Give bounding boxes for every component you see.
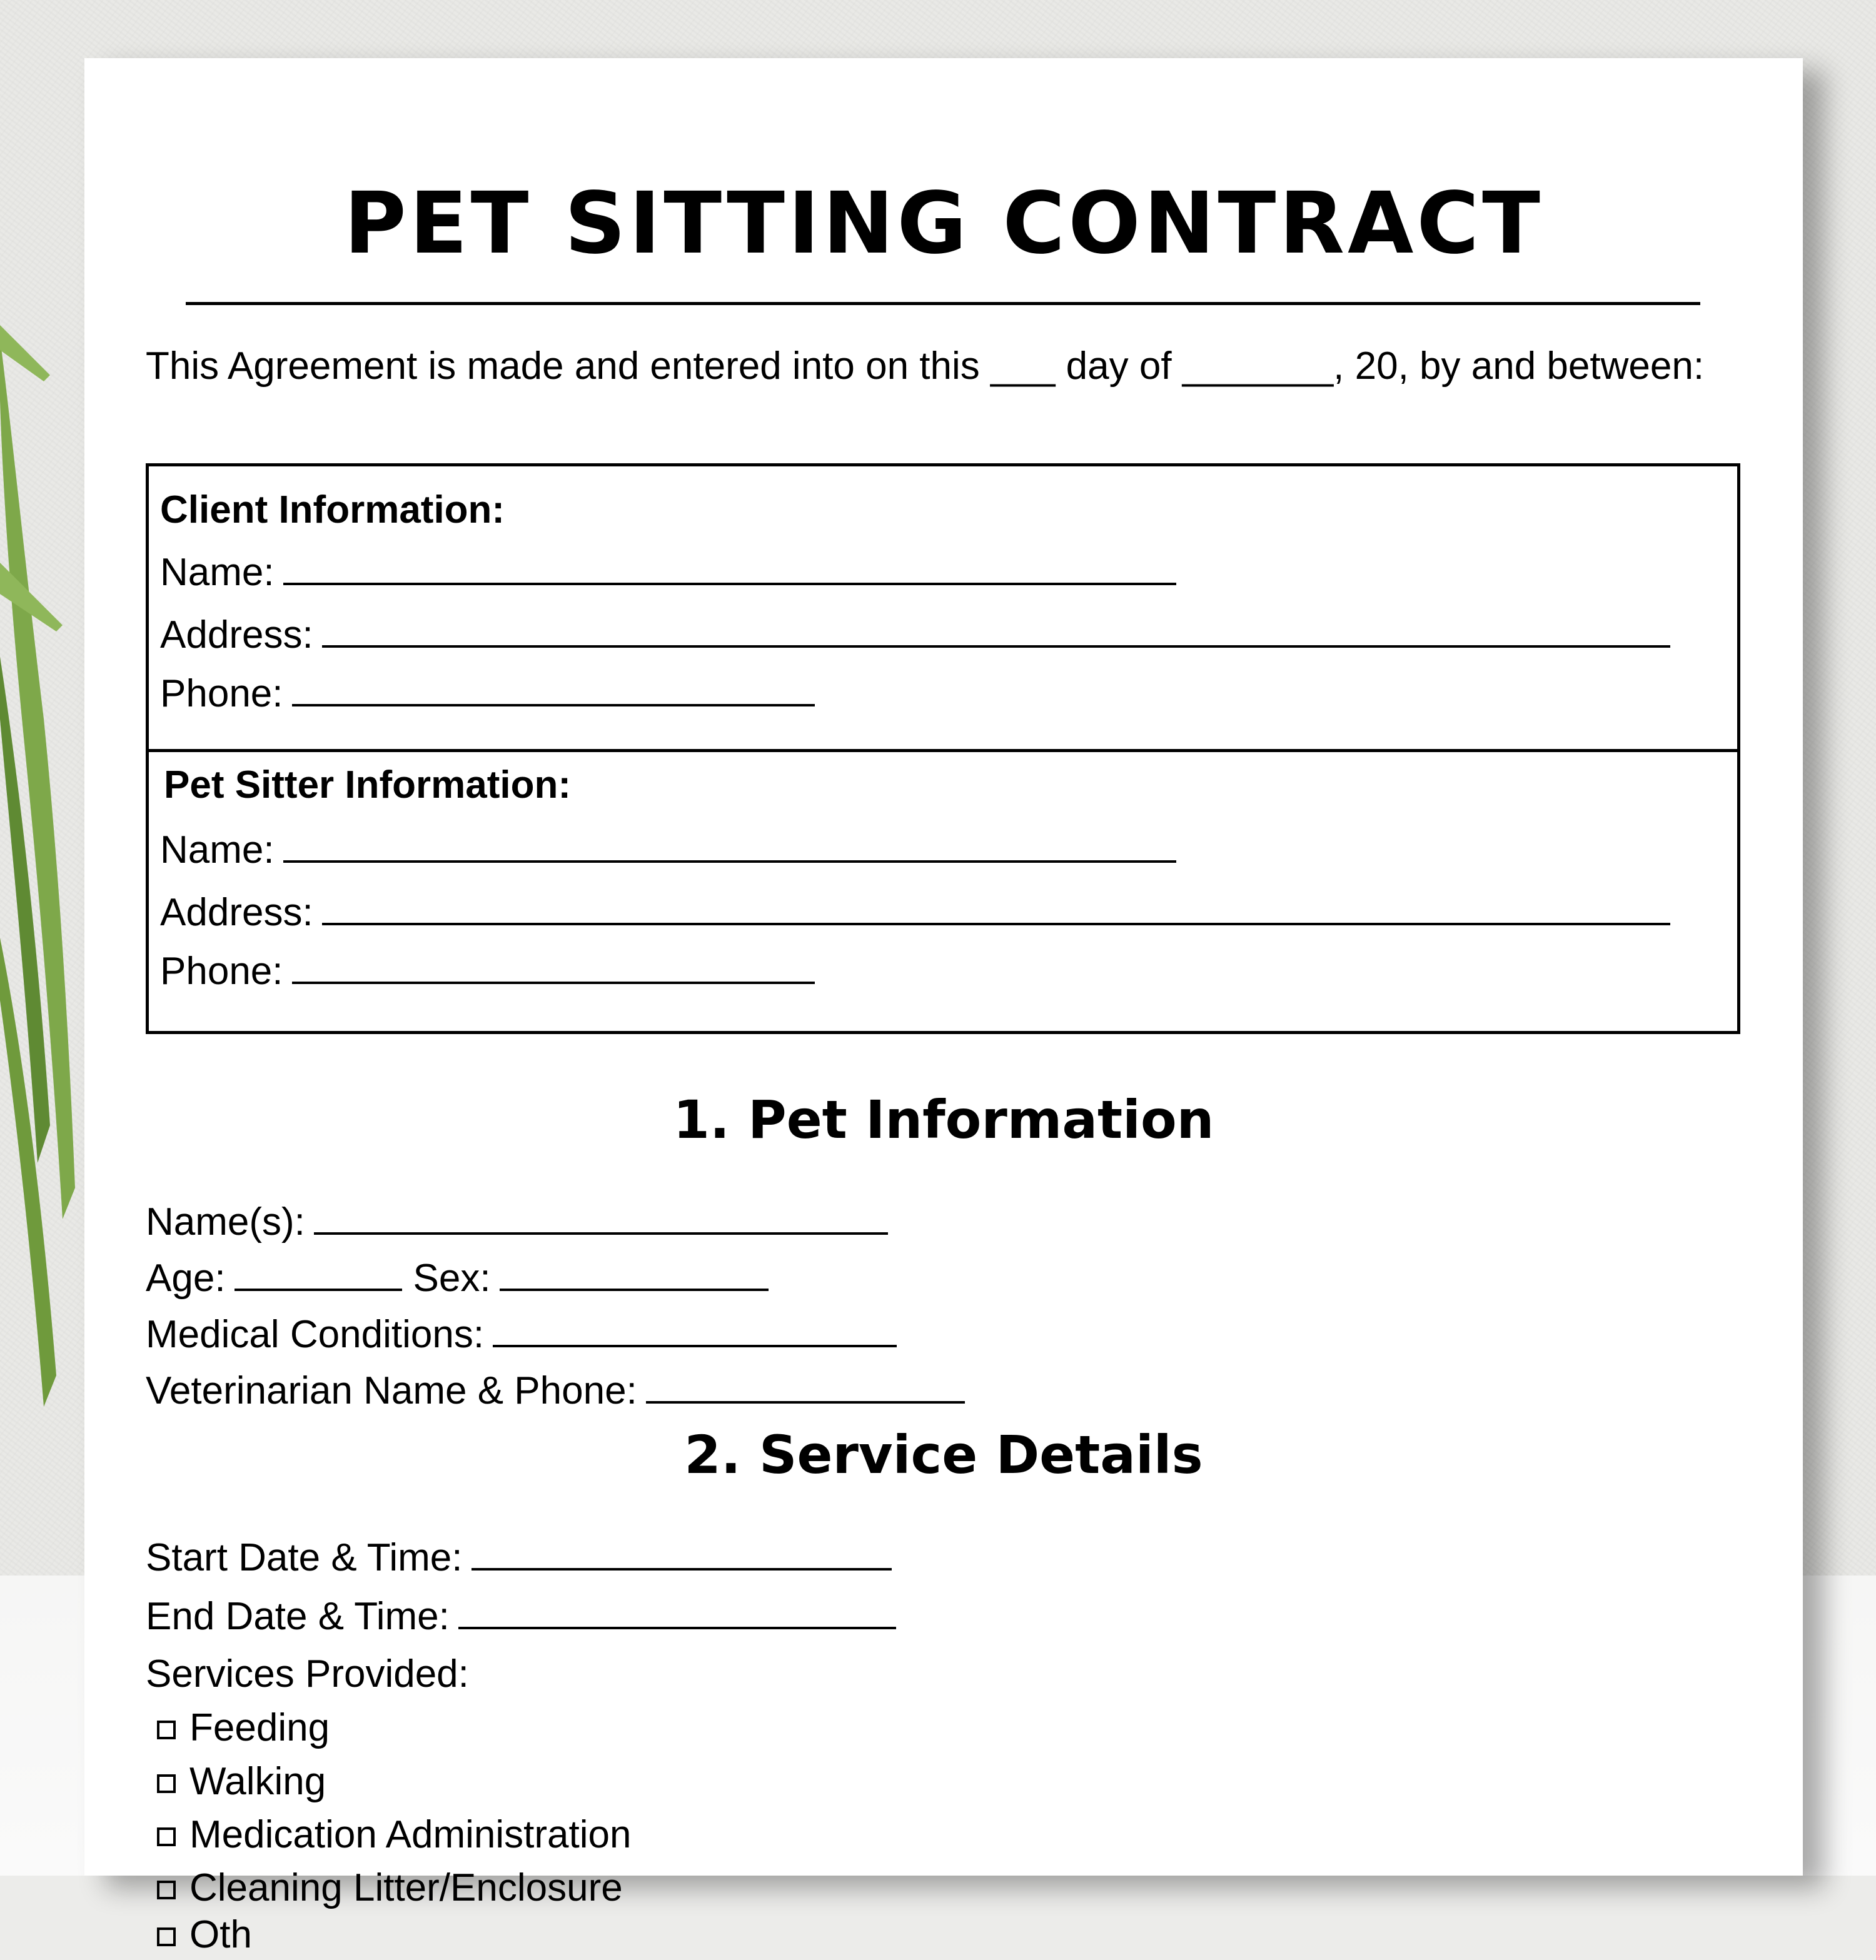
end-date-label: End Date & Time: bbox=[146, 1595, 450, 1638]
sitter-name-field[interactable] bbox=[283, 824, 1176, 863]
sitter-phone-field[interactable] bbox=[292, 945, 815, 984]
client-address-row bbox=[160, 609, 1670, 660]
start-date-label: Start Date & Time: bbox=[146, 1536, 463, 1579]
vet-field[interactable] bbox=[646, 1365, 965, 1404]
pet-names-field[interactable] bbox=[314, 1196, 888, 1235]
sitter-address-row bbox=[160, 887, 1670, 938]
walking-checkbox[interactable] bbox=[157, 1774, 176, 1793]
client-name-label: Name: bbox=[160, 551, 275, 594]
service-option-other bbox=[157, 1910, 252, 1960]
pet-sex-field[interactable] bbox=[500, 1252, 769, 1291]
pet-age-sex-row bbox=[146, 1252, 769, 1304]
client-name-row bbox=[160, 546, 1176, 598]
services-provided-label: Services Provided: bbox=[146, 1652, 469, 1696]
medical-conditions-label: Medical Conditions: bbox=[146, 1313, 485, 1356]
contract-paper bbox=[84, 58, 1803, 1956]
walking-label: Walking bbox=[189, 1760, 326, 1803]
medical-conditions-row bbox=[146, 1309, 897, 1360]
pet-age-label: Age: bbox=[146, 1257, 226, 1300]
box-divider bbox=[149, 749, 1737, 752]
sitter-address-field[interactable] bbox=[322, 887, 1670, 925]
cleaning-label: Cleaning Litter/Enclosure bbox=[189, 1866, 623, 1909]
start-date-row bbox=[146, 1532, 892, 1583]
client-address-field[interactable] bbox=[322, 609, 1670, 648]
service-option-feeding bbox=[157, 1703, 330, 1753]
end-date-field[interactable] bbox=[458, 1591, 896, 1629]
service-option-medication bbox=[157, 1810, 631, 1860]
pet-info-heading: 1. Pet Information bbox=[673, 1089, 1214, 1150]
client-phone-row bbox=[160, 668, 815, 719]
sitter-address-label: Address: bbox=[160, 891, 313, 934]
sitter-phone-label: Phone: bbox=[160, 950, 283, 993]
medical-conditions-field[interactable] bbox=[493, 1309, 897, 1347]
palm-leaf-decoration bbox=[0, 0, 94, 1438]
sitter-name-row bbox=[160, 824, 1176, 875]
end-date-row bbox=[146, 1591, 896, 1642]
service-option-cleaning bbox=[157, 1863, 623, 1913]
sitter-name-label: Name: bbox=[160, 828, 275, 872]
pet-sex-label: Sex: bbox=[413, 1257, 491, 1300]
pet-names-row bbox=[146, 1196, 888, 1247]
parties-info-box bbox=[146, 463, 1740, 1034]
medication-label: Medication Administration bbox=[189, 1813, 632, 1856]
pet-age-field[interactable] bbox=[234, 1252, 402, 1291]
contract-title: PET SITTING CONTRACT bbox=[344, 174, 1543, 273]
other-label: Oth bbox=[189, 1913, 252, 1956]
service-option-walking bbox=[157, 1757, 326, 1807]
pet-names-label: Name(s): bbox=[146, 1200, 305, 1244]
feeding-checkbox[interactable] bbox=[157, 1721, 176, 1739]
agreement-intro: This Agreement is made and entered into on this ___ day of _______, 20, by and between: bbox=[146, 344, 1705, 388]
client-phone-label: Phone: bbox=[160, 672, 283, 715]
vet-label: Veterinarian Name & Phone: bbox=[146, 1369, 637, 1412]
start-date-field[interactable] bbox=[472, 1532, 892, 1571]
service-details-heading: 2. Service Details bbox=[684, 1424, 1203, 1485]
client-phone-field[interactable] bbox=[292, 668, 815, 706]
client-address-label: Address: bbox=[160, 613, 313, 656]
cleaning-checkbox[interactable] bbox=[157, 1881, 176, 1899]
client-info-heading: Client Information: bbox=[160, 488, 505, 531]
other-checkbox[interactable] bbox=[157, 1927, 176, 1946]
vet-row bbox=[146, 1365, 965, 1416]
sitter-info-heading: Pet Sitter Information: bbox=[164, 763, 572, 807]
client-name-field[interactable] bbox=[283, 546, 1176, 585]
medication-checkbox[interactable] bbox=[157, 1827, 176, 1846]
feeding-label: Feeding bbox=[189, 1706, 330, 1749]
title-divider bbox=[186, 302, 1700, 305]
sitter-phone-row bbox=[160, 945, 815, 997]
